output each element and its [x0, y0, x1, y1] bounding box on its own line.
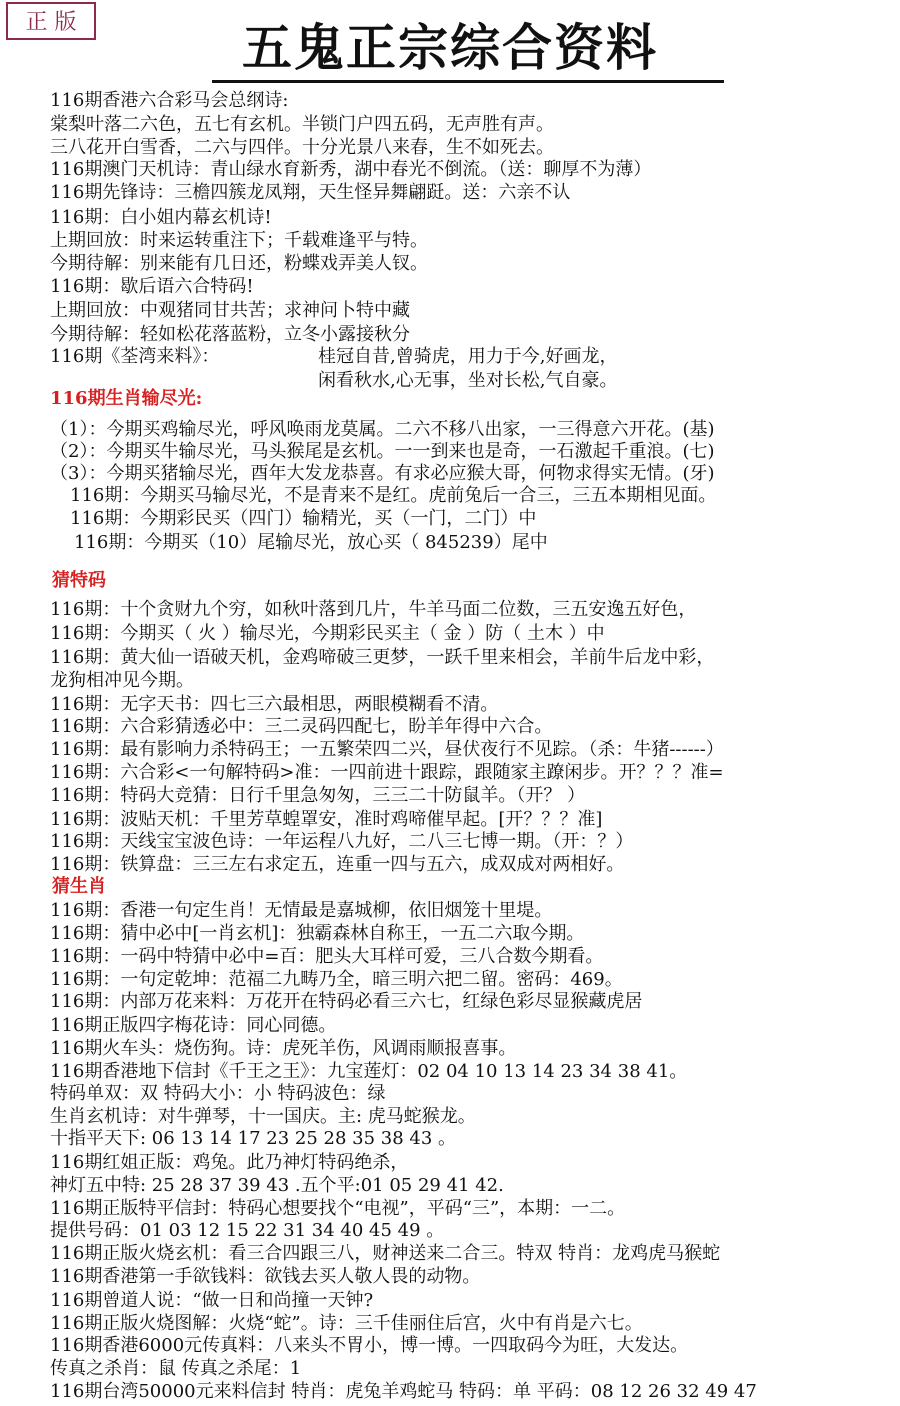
text-line: 今期待解：轻如松花落蓝粉，立冬小露接秋分 [50, 324, 410, 345]
section-heading: 猜特码 [52, 570, 106, 591]
text-line: 116期香港6000元传真料：八来头不胃小，博一博。一四取码今为旺，大发达。 [50, 1335, 689, 1356]
text-line: 116期台湾50000元来料信封 特肖：虎兔羊鸡蛇马 特码：单 平码：08 12 26 32 49 47 [50, 1381, 757, 1402]
text-line: 116期曾道人说：“做一日和尚撞一天钟? [50, 1290, 374, 1311]
text-line: 116期正版特平信封：特码心想要找个“电视”，平码“三”，本期：一二。 [50, 1198, 626, 1219]
text-line: 三八花开白雪香，二六与四伴。十分光景八来春，生不如死去。 [50, 137, 554, 158]
text-line: 116期：猜中必中[一肖玄机]：独霸森林自称王，一五二六取今期。 [50, 923, 585, 944]
text-line: 116期火车头：烧伤狗。诗：虎死羊伤，风调雨顺报喜事。 [50, 1038, 517, 1059]
text-line: 116期：黄大仙一语破天机，金鸡啼破三更梦，一跃千里来相会，羊前牛后龙中彩， [50, 647, 715, 668]
edition-badge: 正 版 [6, 2, 96, 40]
text-line: 桂冠自昔,曾骑虎，用力于今,好画龙， [318, 346, 618, 367]
text-line: 116期香港六合彩马会总纲诗: [50, 90, 289, 111]
text-line: 116期：特码大竞猜：日行千里急匆匆，三三二十防鼠羊。（开？ ） [50, 785, 586, 806]
text-line: 116期先锋诗：三檐四簇龙凤翔，天生怪异舞翩跹。送：六亲不认 [50, 182, 571, 203]
text-line: 116期：今期彩民买（四门）输精光，买（一门，二门）中 [70, 508, 537, 529]
text-line: 116期：波贴天机：千里芳草蝗罩安，准时鸡啼催早起。[开？？？准] [50, 809, 603, 830]
text-line: 116期：天线宝宝波色诗：一年运程八九好，二八三七博一期。（开：？） [50, 831, 634, 852]
section-heading: 猜生肖 [52, 876, 106, 897]
text-line: 棠梨叶落二六色，五七有玄机。半锁门户四五码，无声胜有声。 [50, 114, 554, 135]
text-line: 116期：无字天书：四七三六最相思，两眼模糊看不清。 [50, 694, 499, 715]
text-line: 提供号码：01 03 12 15 22 31 34 40 45 49 。 [50, 1220, 445, 1241]
text-line: 116期正版四字梅花诗：同心同德。 [50, 1015, 337, 1036]
text-line: 闲看秋水,心无事，坐对长松,气自豪。 [318, 370, 618, 391]
text-line: 116期：今期买（ 火 ）输尽光，今期彩民买主（ 金 ）防（ 土木 ）中 [50, 623, 605, 644]
text-line: 116期：十个贪财九个穷，如秋叶落到几片，牛羊马面二位数，三五安逸五好色， [50, 599, 697, 620]
text-line: 116期《荃湾来料》： [50, 346, 220, 367]
text-line: 116期：铁算盘：三三左右求定五，连重一四与五六，成双成对两相好。 [50, 854, 625, 875]
text-line: 龙狗相冲见今期。 [50, 670, 194, 691]
text-line: 116期：六合彩猜透必中：三二灵码四配七，盼羊年得中六合。 [50, 716, 553, 737]
text-line: 116期：歇后语六合特码! [50, 276, 254, 297]
text-line: 116期：今期买马输尽光，不是青来不是红。虎前兔后一合三，三五本期相见面。 [70, 485, 717, 506]
text-line: 116期：香港一句定生肖！无情最是嘉城柳，依旧烟笼十里堤。 [50, 900, 553, 921]
text-line: 116期：一句定乾坤：范福二九畴乃全，暗三明六把二留。密码：469。 [50, 969, 623, 990]
text-line: 上期回放：时来运转重注下；千载难逢平与特。 [50, 230, 428, 251]
text-line: 今期待解：别来能有几日还，粉蝶戏弄美人钗。 [50, 253, 428, 274]
text-line: 116期红姐正版：鸡兔。此乃神灯特码绝杀， [50, 1152, 409, 1173]
text-line: （1）：今期买鸡输尽光，呼风唤雨龙莫属。二六不移八出家，一三得意六开花。(基) [50, 419, 715, 440]
text-line: （3）：今期买猪输尽光，酉年大发龙恭喜。有求必应猴大哥，何物求得实无情。(牙) [50, 463, 715, 484]
text-line: 上期回放：中观猪同甘共苦；求神问卜特中藏 [50, 300, 410, 321]
text-line: 十指平天下: 06 13 14 17 23 25 28 35 38 43 。 [50, 1128, 457, 1149]
text-line: 116期：最有影响力杀特码王；一五繁荣四二兴，昼伏夜行不见踪。（杀：牛猪------） [50, 739, 724, 760]
title-underline [212, 80, 724, 83]
text-line: 116期正版火烧图解：火烧“蛇”。诗：三千佳丽住后宫，火中有肖是六七。 [50, 1313, 643, 1334]
text-line: 116期：内部万花来料：万花开在特码必看三六七，红绿色彩尽显猴藏虎居 [50, 991, 643, 1012]
text-line: 116期：一码中特猜中必中=百：肥头大耳样可爱，三八合数今期看。 [50, 946, 604, 967]
text-line: 特码单双：双 特码大小：小 特码波色：绿 [50, 1083, 386, 1104]
page-title: 五鬼正宗综合资料 [242, 19, 658, 77]
text-line: 116期正版火烧玄机：看三合四跟三八，财神送来二合三。特双 特肖：龙鸡虎马猴蛇 [50, 1243, 721, 1264]
text-line: 116期：六合彩<一句解特码>准：一四前进十跟踪，跟随家主蹽闲步。开？？？准= [50, 762, 724, 783]
text-line: 116期香港地下信封《千王之王》：九宝莲灯：02 04 10 13 14 23 34 38 41。 [50, 1061, 688, 1082]
text-line: 116期香港第一手欲钱料：欲钱去买人敬人畏的动物。 [50, 1266, 481, 1287]
text-line: 116期：白小姐内幕玄机诗! [50, 207, 272, 228]
section-heading: 116期生肖输尽光: [50, 388, 203, 409]
text-line: 116期：今期买（10）尾输尽光，放心买（ 845239）尾中 [74, 532, 548, 553]
text-line: 传真之杀肖：鼠 传真之杀尾：1 [50, 1358, 302, 1379]
text-line: 神灯五中特: 25 28 37 39 43 .五个平:01 05 29 41 42. [50, 1175, 504, 1196]
text-line: 生肖玄机诗：对牛弹琴，十一国庆。主: 虎马蛇猴龙。 [50, 1106, 476, 1127]
text-line: 116期澳门天机诗：青山绿水育新秀，湖中春光不倒流。（送：聊厚不为薄） [50, 159, 652, 180]
text-line: （2）：今期买牛输尽光，马头猴尾是玄机。一一到来也是奇，一石激起千重浪。(七) [50, 441, 715, 462]
